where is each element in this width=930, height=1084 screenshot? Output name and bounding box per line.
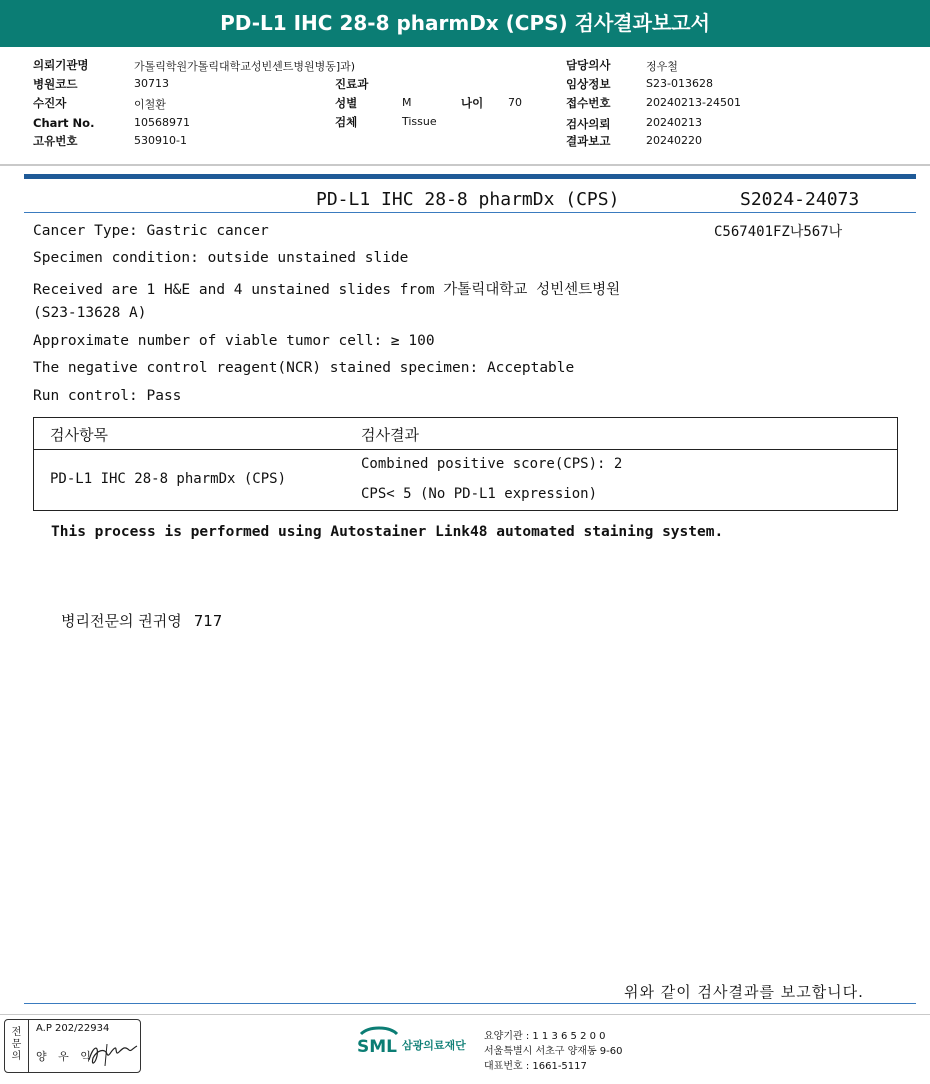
specialist-label [5,1020,29,1072]
institution-value: 가톨릭학원가톨릭대학교성빈센트병원병동]과) [134,60,356,73]
result-table-header [34,418,897,450]
hospital-code-value: 30713 [134,77,169,90]
header-test-result: 검사결과 [361,426,419,444]
hospital-code-label: 병원코드 [33,77,78,91]
chart-no-value: 10568971 [134,116,190,129]
specimen-condition-line: Specimen condition: outside unstained slide [33,250,409,266]
closing-statement: 위와 같이 검사결과를 보고합니다. [624,983,864,1001]
patient-label: 수진자 [33,96,67,110]
footer-divider [0,1014,930,1015]
doctor-value: 정우철 [646,60,678,73]
cps-interpretation-cell: CPS< 5 (No PD-L1 expression) [361,486,598,502]
report-title-ko: 검사결과보고서 [574,11,710,35]
cancer-type-line: Cancer Type: Gastric cancer [33,223,269,239]
chart-no-label: Chart No. [33,116,95,130]
test-item-cell: PD-L1 IHC 28-8 pharmDx (CPS) [50,471,287,487]
sml-logo-icon [355,1025,401,1057]
test-name: PD-L1 IHC 28-8 pharmDx (CPS) [316,189,620,210]
unique-no-value: 530910-1 [134,134,187,147]
logo-text: SML [357,1037,397,1057]
specialist-label-text: 전 문 의 [11,1027,22,1062]
request-date-value: 20240213 [646,116,702,129]
code-number: C567401FZ나567나 [714,224,843,240]
report-date-label: 결과보고 [566,134,611,148]
receipt-no-value: 20240213-24501 [646,96,741,109]
unique-no-label: 고유번호 [33,134,78,148]
cps-score-cell: Combined positive score(CPS): 2 [361,456,623,472]
negative-control-line: The negative control reagent(NCR) stained specimen: Acceptable [33,360,575,376]
report-title-bar [0,0,930,47]
process-note: This process is performed using Autostainer Link48 automated staining system. [51,524,724,540]
report-top-bar [24,174,916,179]
organization-name: 삼광의료재단 [402,1039,466,1052]
patient-value: 이철환 [134,98,166,111]
report-title-en: PD-L1 IHC 28-8 pharmDx (CPS) [220,11,568,35]
contact-address: 서울특별시 서초구 양재동 9-60 [484,1046,623,1057]
clinical-info-value: S23-013628 [646,77,713,90]
request-date-label: 검사의뢰 [566,117,611,131]
clinical-info-label: 임상정보 [566,77,611,91]
info-divider [0,164,930,166]
receipt-no-label: 접수번호 [566,96,611,110]
run-control-line: Run control: Pass [33,388,182,404]
sex-label: 성별 [335,96,358,110]
department-label: 진료과 [335,77,369,91]
tumor-cell-line: Approximate number of viable tumor cell: ≥ 100 [33,333,435,349]
specialist-name: 양 우 익 [36,1050,95,1063]
contact-phone: 대표번호 : 1661-5117 [484,1061,587,1072]
age-label: 나이 [461,96,484,110]
pathologist-name: 병리전문의 권귀영 [61,612,182,630]
received-slides-line: Received are 1 H&E and 4 unstained slides from 가톨릭대학교 성빈센트병원 [33,282,621,298]
age-value: 70 [508,96,522,109]
report-number: S2024-24073 [740,189,860,210]
pathologist-signature [61,610,222,631]
case-number-line: (S23-13628 A) [33,305,147,321]
pathologist-number: 717 [193,612,223,630]
handwritten-signature-icon [85,1038,140,1070]
doctor-label: 담당의사 [566,58,611,72]
header-test-item: 검사항목 [50,426,108,444]
specialist-sign-box [4,1019,141,1073]
title-divider [24,212,916,213]
bottom-divider [24,1003,916,1004]
sex-value: M [402,96,412,109]
specimen-value: Tissue [402,115,437,128]
institution-label: 의뢰기관명 [33,58,89,72]
result-table [33,417,898,511]
ap-number: A.P 202/22934 [36,1023,110,1034]
report-date-value: 20240220 [646,134,702,147]
patient-info-block [0,54,930,164]
specimen-label: 검체 [335,115,358,129]
contact-code: 요양기관 : 1 1 3 6 5 2 0 0 [484,1031,606,1042]
